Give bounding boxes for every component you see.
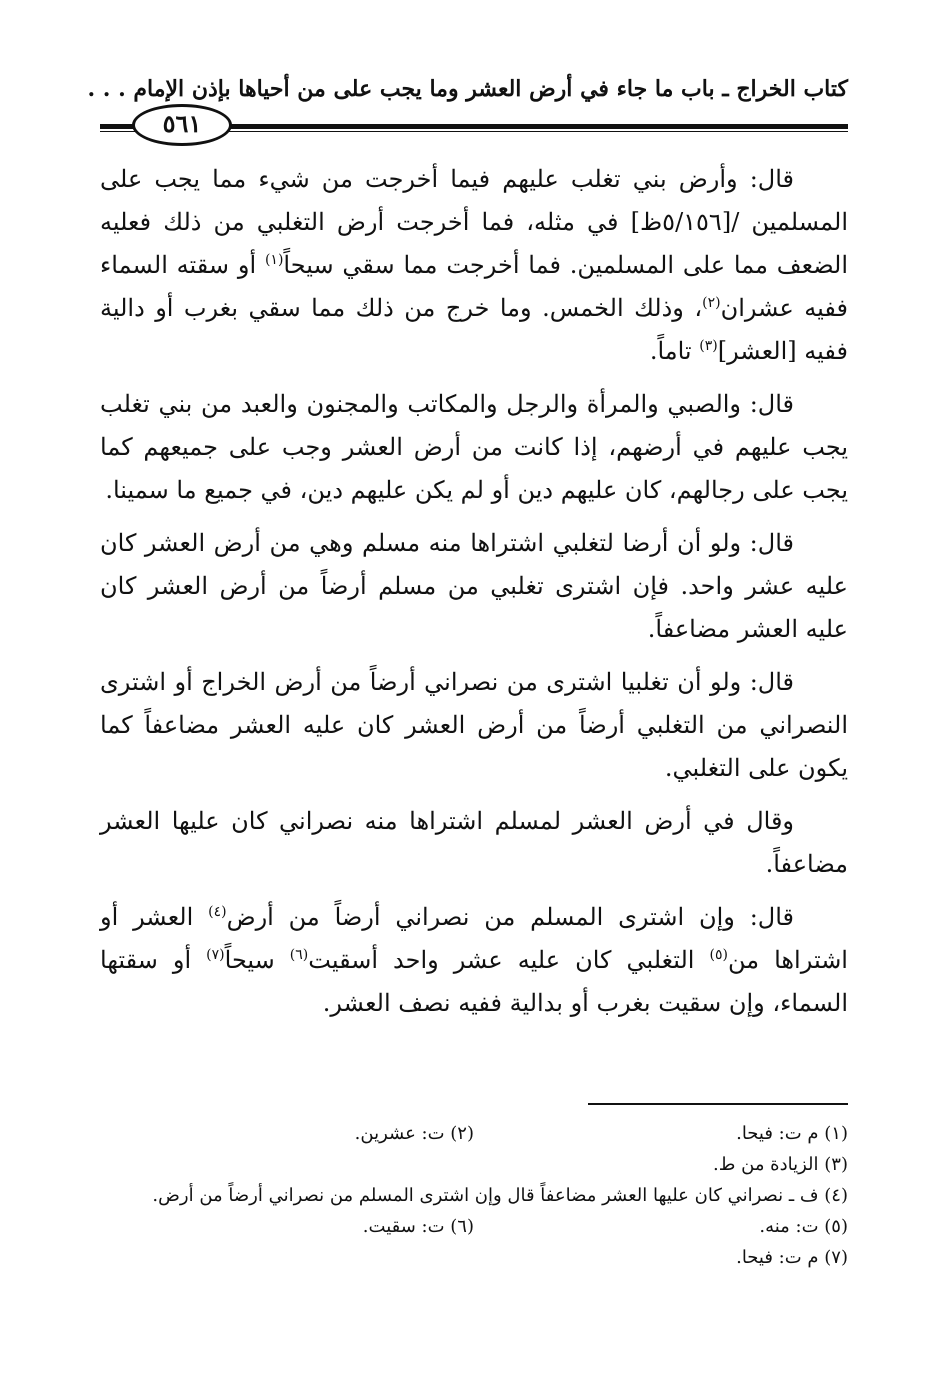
paragraph-6-part-c: التغلبي كان عليه عشر واحد أسقيت [308, 946, 710, 974]
paragraph-6-part-b: العشر أو اشتراها من [100, 903, 848, 974]
footnote-2: (٢) ت: عشرين. [354, 1123, 474, 1144]
running-header: كتاب الخراج ـ باب ما جاء في أرض العشر وما يجب على من أحياها بإذن الإمام . . . [87, 76, 848, 102]
footnote-ref-7[interactable]: (٧) [206, 947, 225, 963]
footnote-6: (٦) ت: سقيت. [362, 1216, 474, 1237]
paragraph-4: قال: ولو أن تغلبيا اشترى من نصراني أرضاً من أرض الخراج أو اشترى النصراني من التغلبي أرضاً من أرض العشر كان عليه العشر مضاعفاً كما يكون على التغلبي. [100, 668, 848, 782]
footnote-row [100, 1180, 848, 1211]
paragraph-6-part-d: سيحاً [224, 946, 290, 974]
paragraph-1-part-c: ، وذلك الخمس. وما خرج من ذلك مما سقي بغرب أو دالية ففيه [العشر] [100, 294, 848, 365]
page-number: ٥٦١ [132, 104, 232, 146]
main-text [100, 158, 848, 1035]
paragraph-1-part-b: أو سقته السماء ففيه عشران [100, 251, 848, 322]
paragraph-3: قال: ولو أن أرضا لتغلبي اشتراها منه مسلم وهي من أرض العشر كان عليه عشر واحد. فإن اشترى تغلبي من مسلم أرضاً من أرض العشر كان عليه العشر مضاعفاً. [100, 529, 848, 643]
footnote-4: (٤) ف ـ نصراني كان عليها العشر مضاعفاً قال وإن اشترى المسلم من نصراني أرضاً من أرض. [152, 1185, 848, 1206]
paragraph-2: قال: والصبي والمرأة والرجل والمكاتب والمجنون والعبد من بني تغلب يجب عليهم في أرضهم، إذا كانت من أرض العشر وجب على جميعهم كما يجب على رجالهم، كان عليهم دين أو لم يكن عليهم دين، في جميع ما سمينا. [100, 390, 848, 504]
footnotes [100, 1118, 848, 1273]
footnote-1: (١) م ت: فيحا. [736, 1123, 848, 1144]
footnote-ref-4[interactable]: (٤) [208, 904, 227, 920]
footnote-separator [588, 1103, 848, 1105]
paragraph-1 [100, 158, 848, 373]
footnote-ref-6[interactable]: (٦) [289, 947, 309, 963]
paragraph-6-part-e: أو سقتها السماء، وإن سقيت بغرب أو بدالية ففيه نصف العشر. [100, 946, 848, 1017]
paragraph-6 [100, 896, 848, 1025]
footnote-ref-2[interactable]: (٢) [702, 295, 721, 311]
footnote-ref-5[interactable]: (٥) [709, 947, 728, 963]
footnote-row [100, 1118, 848, 1149]
paragraph-5: وقال في أرض العشر لمسلم اشتراها منه نصراني كان عليها العشر مضاعفاً. [100, 807, 848, 878]
footnote-7: (٧) م ت: فيحا. [736, 1247, 848, 1268]
footnote-5: (٥) ت: منه. [759, 1216, 848, 1237]
paragraph-6-part-a: قال: وإن اشترى المسلم من نصراني أرضاً من أرض [226, 903, 794, 931]
footnote-ref-3[interactable]: (٣) [699, 338, 718, 354]
paragraph-1-part-d: تاماً. [649, 337, 700, 365]
footnote-ref-1[interactable]: (١) [264, 252, 284, 268]
footnote-row [100, 1211, 848, 1242]
paragraph-1-part-a: قال: وأرض بني تغلب عليهم فيما أخرجت من شيء مما يجب على المسلمين /[٥/١٥٦ظ] في مثله، فما أخرجت أرض التغلبي من ذلك فعليه الضعف مما على المسلمين. فما أخرجت مما سقي سيحاً [100, 165, 849, 279]
footnote-row [100, 1242, 848, 1273]
footnote-row [100, 1149, 848, 1180]
footnote-3: (٣) الزيادة من ط. [713, 1154, 848, 1175]
